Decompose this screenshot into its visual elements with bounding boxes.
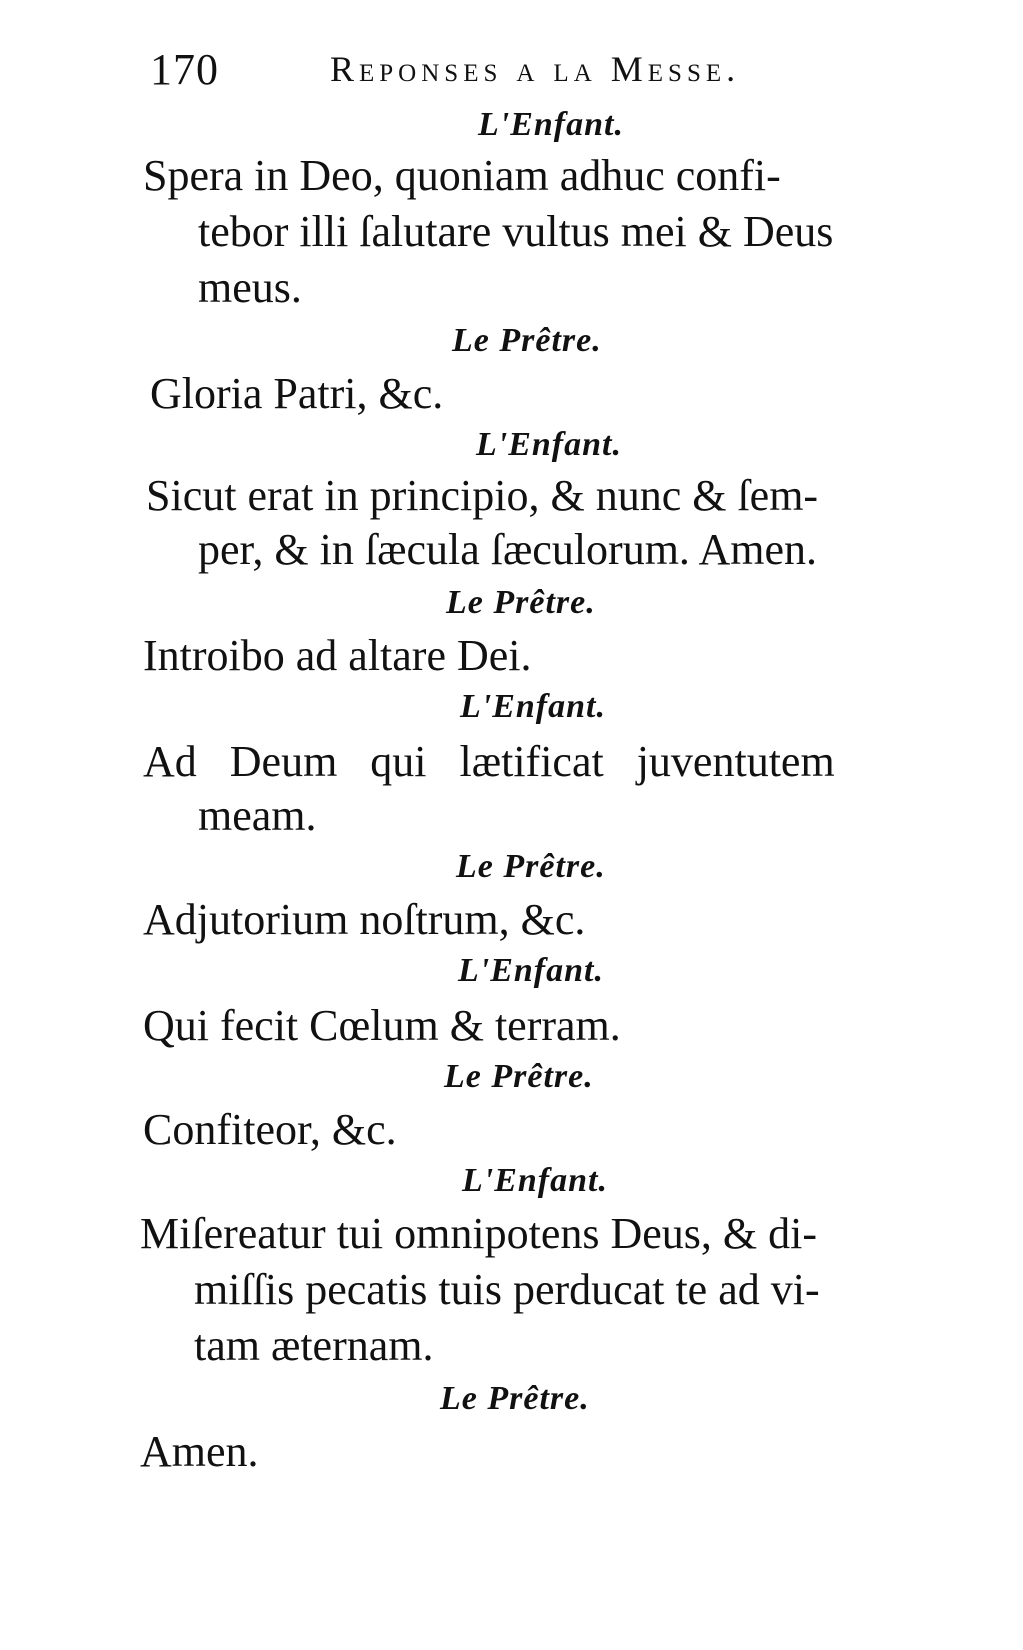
speaker-label: L'Enfant. bbox=[458, 952, 604, 989]
verse-line: Ad Deum qui lætificat juventutem bbox=[143, 737, 835, 786]
verse-line: Adjutorium noſtrum, &c. bbox=[143, 895, 586, 944]
speaker-label: L'Enfant. bbox=[478, 106, 624, 143]
verse-line: Qui fecit Cœlum & terram. bbox=[143, 1001, 621, 1050]
verse-line: per, & in ſæcula ſæculorum. Amen. bbox=[198, 525, 818, 574]
verse-line: Introibo ad altare Dei. bbox=[143, 631, 532, 680]
verse-line: Spera in Deo, quoniam adhuc confi- bbox=[143, 151, 781, 200]
speaker-label: L'Enfant. bbox=[476, 426, 622, 463]
verse-line: meam. bbox=[198, 791, 317, 840]
verse-line: miſſis pecatis tuis perducat te ad vi- bbox=[194, 1265, 820, 1314]
speaker-label: Le Prêtre. bbox=[446, 584, 596, 621]
speaker-label: Le Prêtre. bbox=[444, 1058, 594, 1095]
verse-line: tam æternam. bbox=[194, 1321, 434, 1370]
verse-line: Sicut erat in principio, & nunc & ſem- bbox=[146, 471, 819, 520]
speaker-label: Le Prêtre. bbox=[456, 848, 606, 885]
verse-line: Miſereatur tui omnipotens Deus, & di- bbox=[140, 1209, 817, 1258]
speaker-label: Le Prêtre. bbox=[452, 322, 602, 359]
speaker-label: L'Enfant. bbox=[460, 688, 606, 725]
speaker-label: L'Enfant. bbox=[462, 1162, 608, 1199]
running-title: Reponses a la Messe. bbox=[330, 49, 741, 89]
speaker-label: Le Prêtre. bbox=[440, 1380, 590, 1417]
verse-line: tebor illi ſalutare vultus mei & Deus bbox=[198, 207, 834, 256]
verse-line: Amen. bbox=[140, 1427, 259, 1476]
page-number: 170 bbox=[150, 45, 219, 94]
verse-line: Gloria Patri, &c. bbox=[150, 369, 444, 418]
running-head bbox=[150, 44, 790, 104]
verse-line: meus. bbox=[198, 263, 302, 312]
verse-line: Confiteor, &c. bbox=[143, 1105, 397, 1154]
